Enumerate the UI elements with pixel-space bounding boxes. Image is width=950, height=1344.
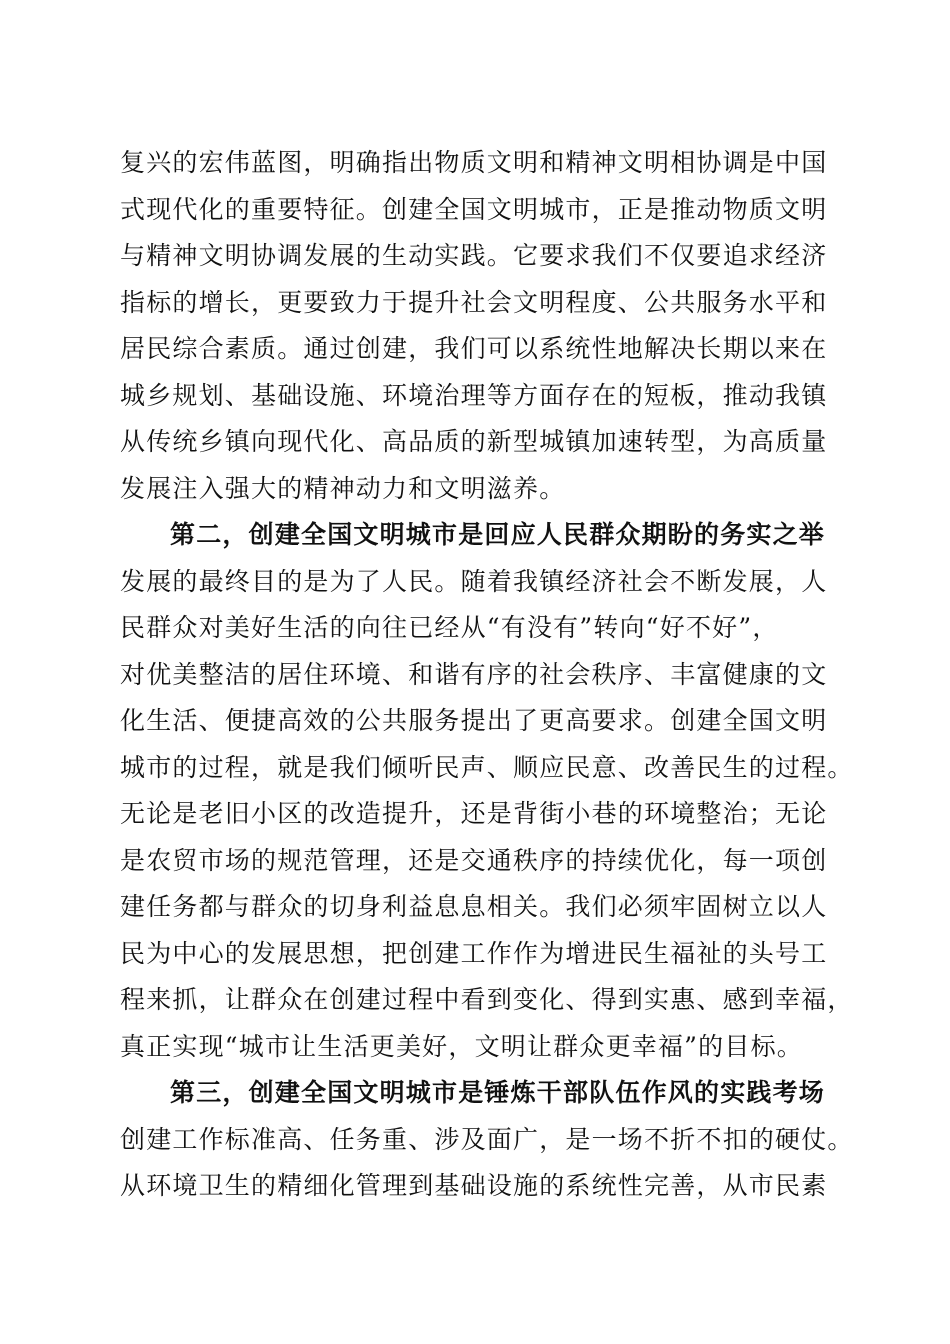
body-line: 城乡规划、基础设施、环境治理等方面存在的短板，推动我镇	[120, 380, 828, 410]
body-line: 对优美整洁的居住环境、和谐有序的社会秩序、丰富健康的文	[120, 659, 828, 689]
body-line: 真正实现“城市让生活更美好，文明让群众更幸福”的目标。	[120, 1031, 803, 1061]
body-line: 指标的增长，更要致力于提升社会文明程度、公共服务水平和	[120, 287, 828, 317]
body-line: 与精神文明协调发展的生动实践。它要求我们不仅要追求经济	[120, 241, 828, 270]
body-line: 发展注入强大的精神动力和文明滋养。	[120, 473, 566, 503]
body-line: 复兴的宏伟蓝图，明确指出物质文明和精神文明相协调是中国	[120, 148, 828, 177]
body-line: 城市的过程，就是我们倾听民声、顺应民意、改善民生的过程。	[120, 752, 854, 782]
body-line: 居民综合素质。通过创建，我们可以系统性地解决长期以来在	[120, 334, 828, 363]
body-line: 程来抓，让群众在创建过程中看到变化、得到实惠、感到幸福，	[120, 985, 854, 1014]
body-line: 是农贸市场的规范管理，还是交通秩序的持续优化，每一项创	[120, 845, 828, 875]
body-line: 从环境卫生的精细化管理到基础设施的系统性完善，从市民素	[120, 1171, 828, 1200]
body-line: 无论是老旧小区的改造提升，还是背街小巷的环境整治；无论	[120, 799, 828, 828]
document-body	[120, 140, 854, 1210]
body-line: 民为中心的发展思想，把创建工作作为增进民生福祉的头号工	[120, 938, 828, 968]
body-line: 式现代化的重要特征。创建全国文明城市，正是推动物质文明	[120, 194, 828, 224]
section-heading-2: 第二，创建全国文明城市是回应人民群众期盼的务实之举	[170, 520, 826, 549]
body-line: 从传统乡镇向现代化、高品质的新型城镇加速转型，为高质量	[120, 427, 828, 456]
body-line: 创建工作标准高、任务重、涉及面广，是一场不折不扣的硬仗。	[120, 1124, 854, 1154]
section-heading-3: 第三，创建全国文明城市是锤炼干部队伍作风的实践考场	[170, 1078, 826, 1107]
body-line: 化生活、便捷高效的公共服务提出了更高要求。创建全国文明	[120, 706, 828, 735]
body-line: 民群众对美好生活的向往已经从“有没有”转向“好不好”，	[120, 613, 779, 642]
body-line: 建任务都与群众的切身利益息息相关。我们必须牢固树立以人	[120, 892, 828, 921]
body-line: 发展的最终目的是为了人民。随着我镇经济社会不断发展，人	[120, 566, 828, 596]
